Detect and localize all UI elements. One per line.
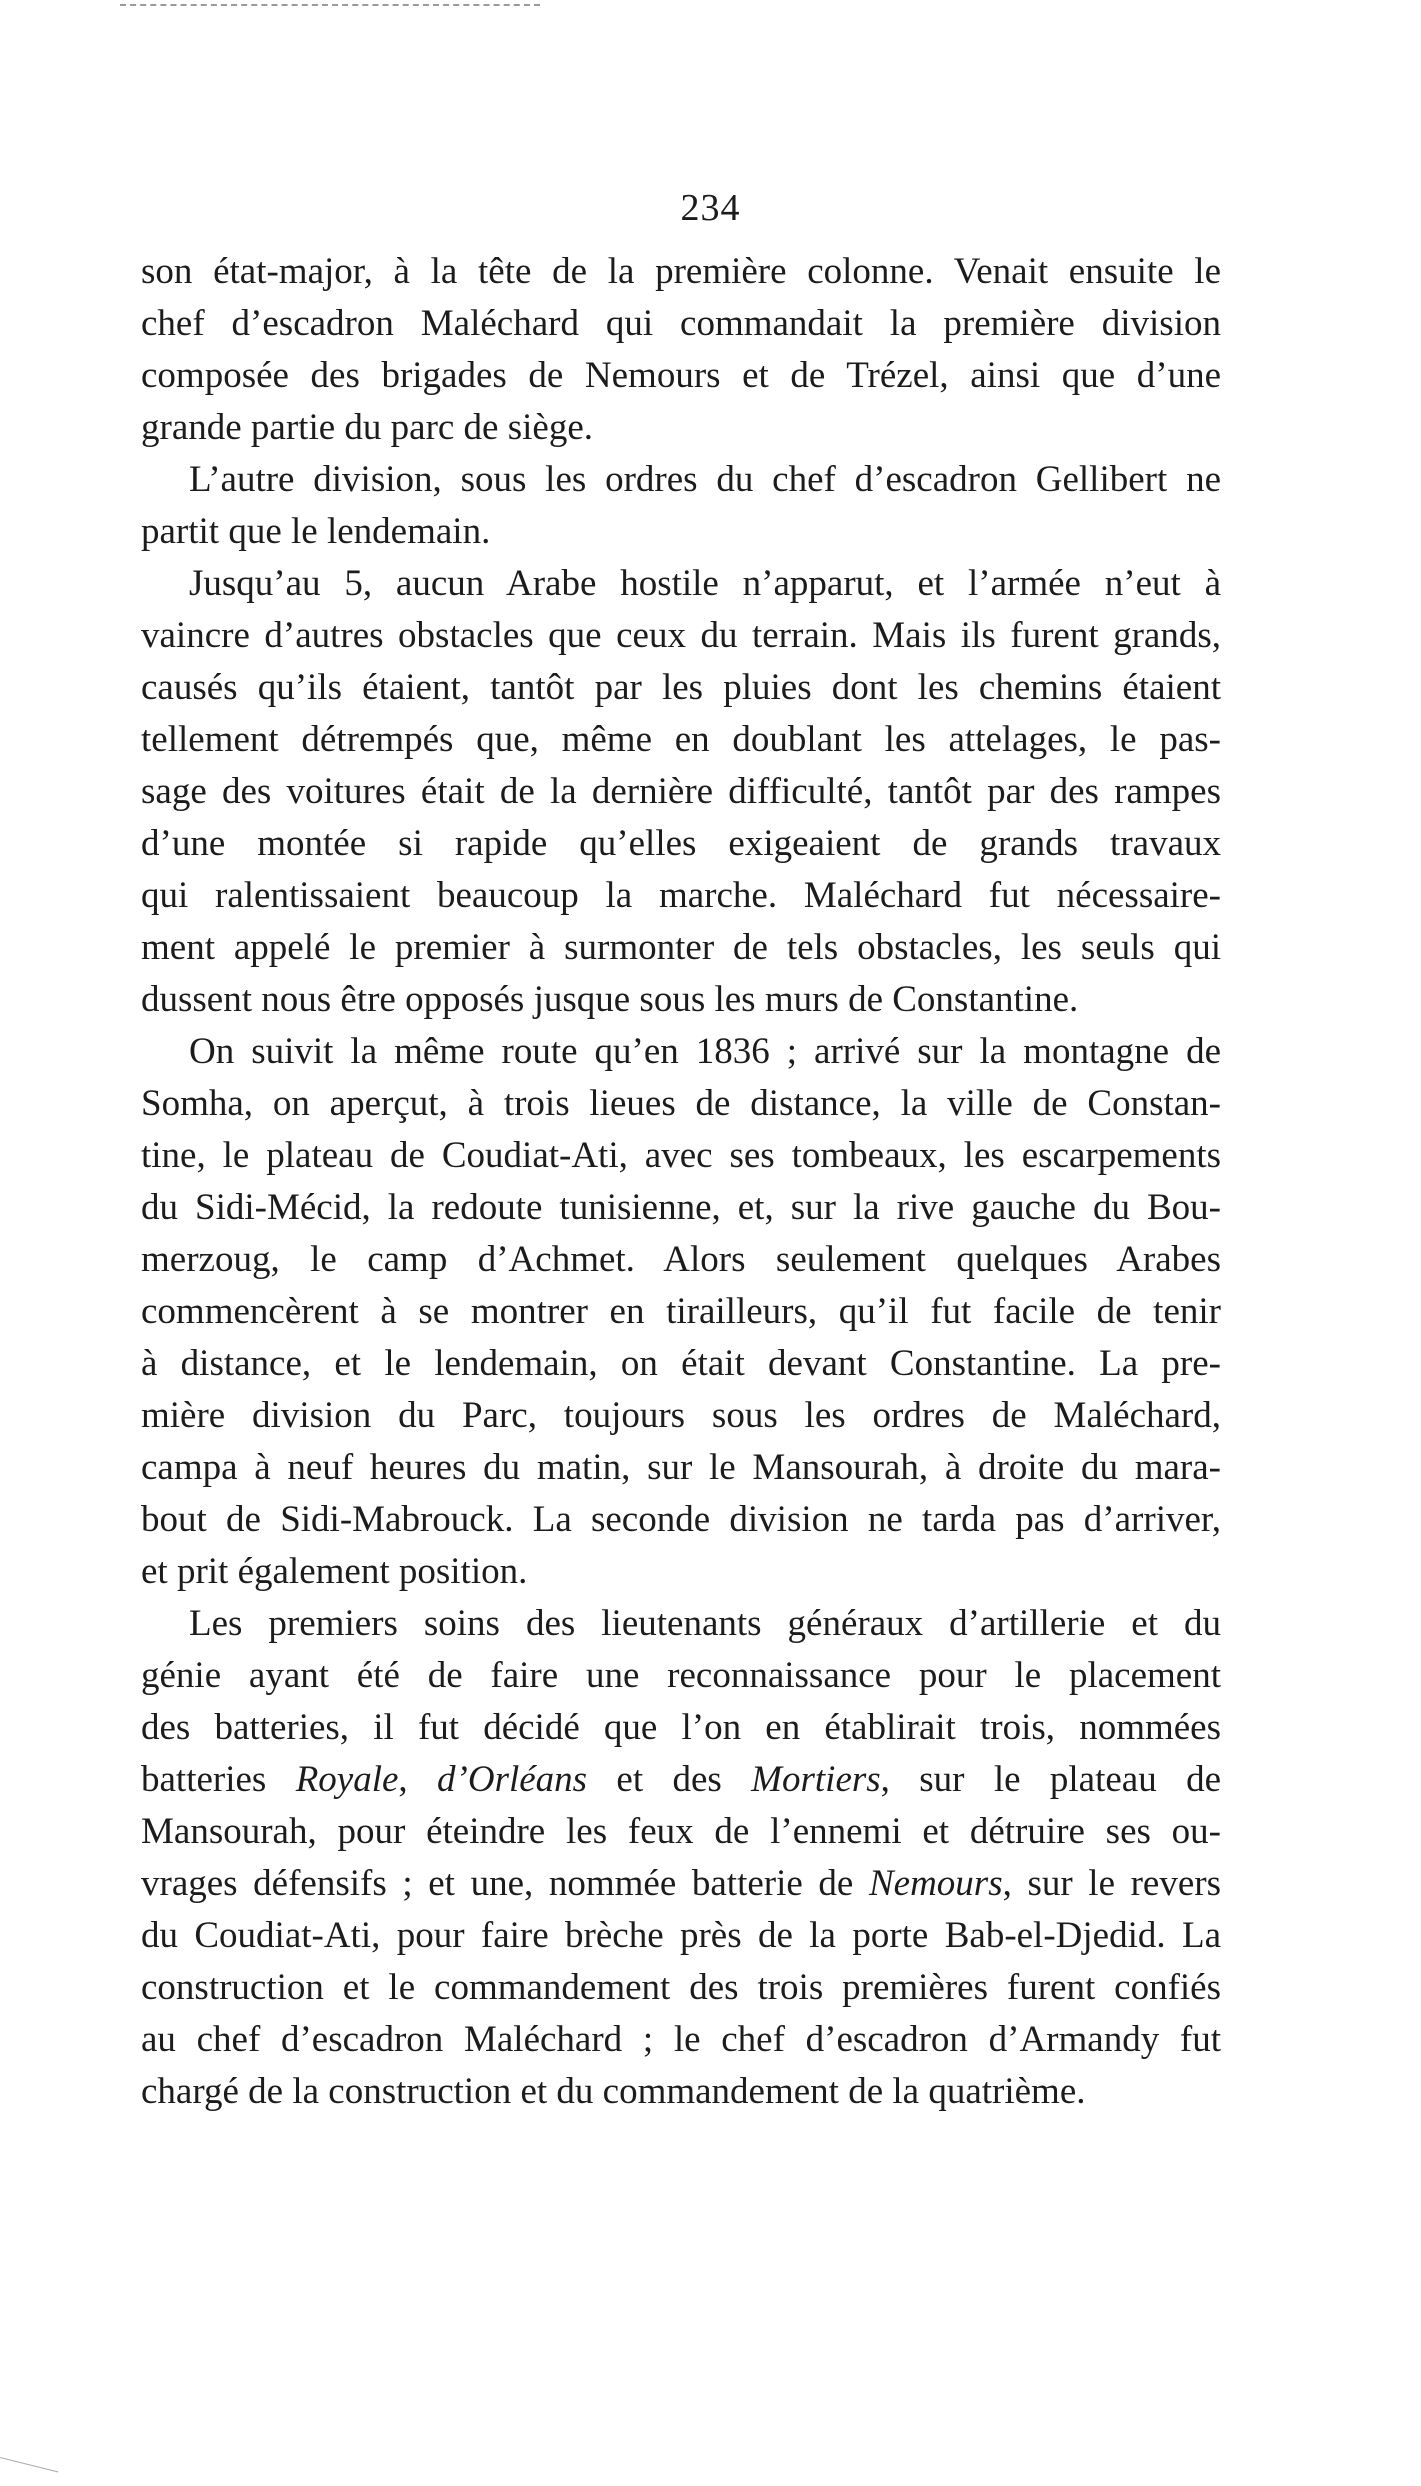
text-line: chef d’escadron Maléchard qui commandait la première division bbox=[141, 303, 1221, 344]
text-line: causés qu’ils étaient, tantôt par les pluies dont les chemins étaient bbox=[141, 667, 1221, 708]
text-line: Mansourah, pour éteindre les feux de l’ennemi et détruire ses ou- bbox=[141, 1811, 1221, 1852]
text-line: son état-major, à la tête de la première colonne. Venait ensuite le bbox=[141, 251, 1221, 292]
text-line: tellement détrempés que, même en doublant les attelages, le pas- bbox=[141, 719, 1221, 760]
text-line: L’autre division, sous les ordres du chef d’escadron Gellibert ne bbox=[189, 459, 1221, 500]
text-run: , sur le revers bbox=[1002, 1863, 1221, 1904]
text-line: Somha, on aperçut, à trois lieues de distance, la ville de Constan- bbox=[141, 1083, 1221, 1124]
text-line: sage des voitures était de la dernière difficulté, tantôt par des rampes bbox=[141, 771, 1221, 812]
top-edge-rule bbox=[120, 4, 540, 6]
text-line: ment appelé le premier à surmonter de tels obstacles, les seuls qui bbox=[141, 927, 1221, 968]
text-line: Jusqu’au 5, aucun Arabe hostile n’apparut, et l’armée n’eut à bbox=[189, 563, 1221, 604]
text-line: On suivit la même route qu’en 1836 ; arrivé sur la montagne de bbox=[189, 1031, 1221, 1072]
corner-scan-mark bbox=[0, 2457, 58, 2472]
text-line: mière division du Parc, toujours sous les ordres de Maléchard, bbox=[141, 1395, 1221, 1436]
text-line: du Coudiat-Ati, pour faire brèche près de la porte Bab-el-Djedid. La bbox=[141, 1915, 1221, 1956]
page-number: 234 bbox=[680, 187, 741, 229]
text-line: d’une montée si rapide qu’elles exigeaient de grands travaux bbox=[141, 823, 1221, 864]
text-line: tine, le plateau de Coudiat-Ati, avec ses tombeaux, les escarpements bbox=[141, 1135, 1221, 1176]
text-line: du Sidi-Mécid, la redoute tunisienne, et, sur la rive gauche du Bou- bbox=[141, 1187, 1221, 1228]
text-run: et des bbox=[587, 1759, 752, 1800]
text-line: à distance, et le lendemain, on était devant Constantine. La pre- bbox=[141, 1343, 1221, 1384]
text-run: , bbox=[398, 1759, 438, 1800]
text-line: commencèrent à se montrer en tirailleurs, qu’il fut facile de tenir bbox=[141, 1291, 1221, 1332]
text-line: au chef d’escadron Maléchard ; le chef d’escadron d’Armandy fut bbox=[141, 2019, 1221, 2060]
text-line: Les premiers soins des lieutenants généraux d’artillerie et du bbox=[189, 1603, 1221, 1644]
text-line: bout de Sidi-Mabrouck. La seconde division ne tarda pas d’arriver, bbox=[141, 1499, 1221, 1540]
text-line: partit que le lendemain. bbox=[141, 511, 491, 552]
italic-term: Royale bbox=[295, 1759, 399, 1800]
text-line: chargé de la construction et du commandement de la quatrième. bbox=[141, 2071, 1086, 2112]
text-line bbox=[141, 1754, 1221, 1806]
italic-term: Nemours bbox=[868, 1863, 1003, 1904]
text-line: des batteries, il fut décidé que l’on en établirait trois, nommées bbox=[141, 1707, 1221, 1748]
body-text bbox=[141, 246, 1221, 2118]
text-line bbox=[141, 1858, 1221, 1910]
text-line: qui ralentissaient beaucoup la marche. Maléchard fut nécessaire- bbox=[141, 875, 1221, 916]
text-line: construction et le commandement des trois premières furent confiés bbox=[141, 1967, 1221, 2008]
text-line: et prit également position. bbox=[141, 1551, 528, 1592]
text-line: merzoug, le camp d’Achmet. Alors seulement quelques Arabes bbox=[141, 1239, 1221, 1280]
text-line: campa à neuf heures du matin, sur le Mansourah, à droite du mara- bbox=[141, 1447, 1221, 1488]
text-line: composée des brigades de Nemours et de Trézel, ainsi que d’une bbox=[141, 355, 1221, 396]
text-run: , sur le plateau de bbox=[880, 1759, 1222, 1800]
text-line: génie ayant été de faire une reconnaissance pour le placement bbox=[141, 1655, 1221, 1696]
text-line: grande partie du parc de siège. bbox=[141, 407, 594, 448]
text-run: vrages défensifs ; et une, nommée batterie de bbox=[141, 1863, 869, 1904]
text-line: vaincre d’autres obstacles que ceux du terrain. Mais ils furent grands, bbox=[141, 615, 1221, 656]
text-line: dussent nous être opposés jusque sous les murs de Constantine. bbox=[141, 979, 1079, 1020]
italic-term: d’Orléans bbox=[437, 1759, 588, 1800]
italic-term: Mortiers bbox=[751, 1759, 881, 1800]
text-run: batteries bbox=[141, 1759, 296, 1800]
